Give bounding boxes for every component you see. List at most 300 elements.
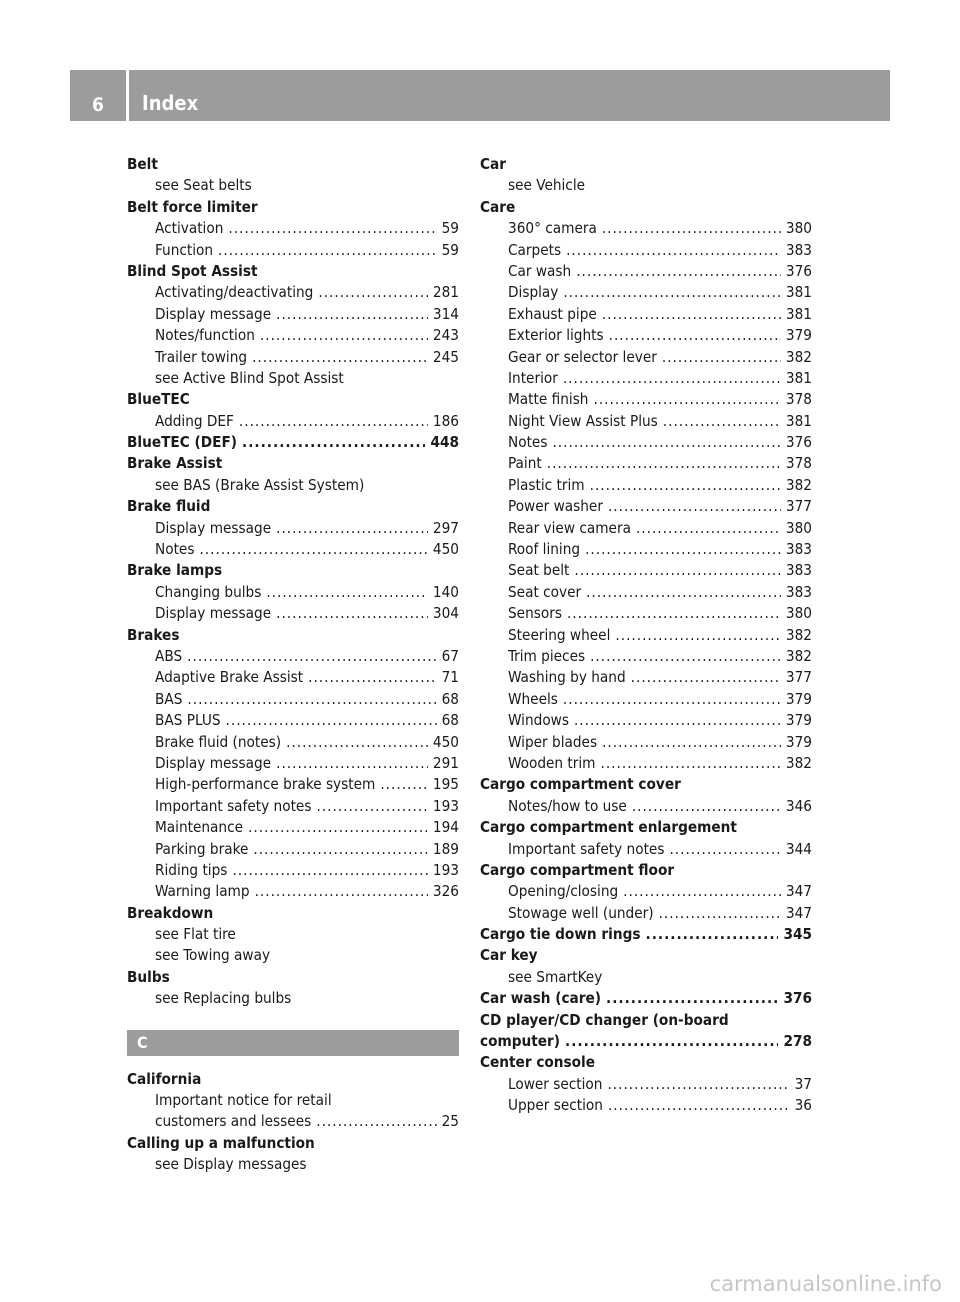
- index-subentry: [480, 667, 812, 688]
- entry-label: Brake fluid (notes): [155, 732, 282, 751]
- entry-label: Display message: [155, 604, 272, 623]
- page-reference: 194: [432, 818, 459, 837]
- entry-label: Brake lamps: [127, 561, 223, 580]
- dot-leader: [567, 603, 781, 624]
- entry-label: CD player/CD changer (on-board: [480, 1010, 729, 1029]
- entry-label: Car wash (care): [480, 989, 602, 1008]
- page-reference: 450: [432, 732, 459, 751]
- dot-leader: [565, 1031, 778, 1052]
- dot-leader: [585, 539, 781, 560]
- page-reference: 59: [441, 219, 459, 238]
- page-reference: 346: [785, 796, 812, 815]
- index-subentry: [127, 924, 459, 945]
- entry-label: Belt force limiter: [127, 197, 258, 216]
- index-heading: [127, 432, 459, 453]
- entry-label: Cargo compartment enlargement: [480, 818, 737, 837]
- index-subentry: [127, 539, 459, 560]
- dot-leader: [576, 261, 781, 282]
- dot-leader: [187, 646, 436, 667]
- index-subentry: [127, 347, 459, 368]
- page-reference: 281: [432, 283, 459, 302]
- index-subentry: [127, 325, 459, 346]
- dot-leader: [574, 710, 781, 731]
- entry-label: see Display messages: [155, 1155, 307, 1174]
- dot-leader: [252, 347, 428, 368]
- page-reference: 380: [785, 518, 812, 537]
- index-heading: [127, 1069, 459, 1090]
- index-heading: [480, 197, 812, 218]
- page-reference: 380: [785, 219, 812, 238]
- entry-label: Cargo compartment floor: [480, 860, 675, 879]
- entry-label: Notes: [155, 540, 195, 559]
- page-reference: 186: [432, 411, 459, 430]
- entry-label: Wheels: [508, 689, 558, 708]
- page-reference: 304: [432, 604, 459, 623]
- index-subentry: [127, 796, 459, 817]
- entry-label: Calling up a malfunction: [127, 1133, 315, 1152]
- index-heading: [127, 1133, 459, 1154]
- index-heading: [127, 496, 459, 517]
- page-reference: 347: [785, 903, 812, 922]
- dot-leader: [631, 667, 781, 688]
- dot-leader: [623, 881, 781, 902]
- page-reference: 378: [785, 454, 812, 473]
- index-subentry: [480, 218, 812, 239]
- page-reference: 193: [432, 860, 459, 879]
- entry-label: Notes/function: [155, 326, 255, 345]
- entry-label: Sensors: [508, 604, 562, 623]
- dot-leader: [601, 753, 781, 774]
- entry-label: Notes: [508, 433, 548, 452]
- page-reference: 381: [785, 368, 812, 387]
- dot-leader: [226, 710, 437, 731]
- index-heading: [480, 154, 812, 175]
- page-reference: 189: [432, 839, 459, 858]
- dot-leader: [602, 732, 781, 753]
- index-subentry: [127, 518, 459, 539]
- index-subentry: [127, 667, 459, 688]
- page-reference: 383: [785, 582, 812, 601]
- entry-label: Steering wheel: [508, 625, 611, 644]
- page-reference: 36: [794, 1096, 812, 1115]
- entry-label: Activating/deactivating: [155, 283, 314, 302]
- index-subentry: [127, 753, 459, 774]
- entry-label: Wooden trim: [508, 753, 596, 772]
- index-heading: [127, 625, 459, 646]
- dot-leader: [232, 860, 428, 881]
- entry-label: Rear view camera: [508, 518, 631, 537]
- page-reference: 195: [432, 775, 459, 794]
- entry-label: Parking brake: [155, 839, 249, 858]
- index-subentry: [480, 603, 812, 624]
- page-reference: 140: [432, 582, 459, 601]
- dot-leader: [636, 518, 781, 539]
- entry-label: see Towing away: [155, 946, 271, 965]
- page-header: [70, 70, 890, 121]
- page-reference: 25: [441, 1112, 459, 1131]
- entry-label: Important safety notes: [155, 796, 312, 815]
- dot-leader: [646, 924, 779, 945]
- page-reference: 383: [785, 561, 812, 580]
- index-heading: [480, 988, 812, 1009]
- dot-leader: [253, 839, 428, 860]
- entry-label: see Vehicle: [508, 176, 586, 195]
- entry-label: Cargo tie down rings: [480, 925, 641, 944]
- page-reference: 68: [441, 689, 459, 708]
- entry-label: Opening/closing: [508, 882, 619, 901]
- index-subentry: [127, 817, 459, 838]
- index-subentry: [480, 796, 812, 817]
- dot-leader: [276, 518, 428, 539]
- index-subentry: [127, 1154, 459, 1175]
- entry-label: Night View Assist Plus: [508, 411, 658, 430]
- page-reference: 37: [794, 1074, 812, 1093]
- entry-label: BlueTEC: [127, 390, 190, 409]
- dot-leader: [380, 774, 428, 795]
- page-reference: 377: [785, 668, 812, 687]
- index-column-right: [480, 154, 812, 1117]
- page-number: 6: [92, 94, 104, 116]
- index-heading: [127, 197, 459, 218]
- index-subentry: [480, 453, 812, 474]
- entry-label: Riding tips: [155, 860, 228, 879]
- index-subentry: [127, 411, 459, 432]
- entry-label: Adding DEF: [155, 411, 234, 430]
- index-subentry: [480, 475, 812, 496]
- dot-leader: [547, 453, 781, 474]
- index-heading: [127, 967, 459, 988]
- dot-leader: [316, 796, 427, 817]
- page-reference: 297: [432, 518, 459, 537]
- index-subentry: [127, 175, 459, 196]
- entry-label: Stowage well (under): [508, 903, 654, 922]
- header-divider: [126, 70, 129, 121]
- dot-leader: [187, 689, 436, 710]
- entry-label: Maintenance: [155, 818, 244, 837]
- entry-label: Seat cover: [508, 582, 582, 601]
- entry-label: Exhaust pipe: [508, 304, 597, 323]
- page-reference: 345: [783, 925, 812, 944]
- index-subentry: [127, 582, 459, 603]
- entry-label: Brake Assist: [127, 454, 223, 473]
- index-subentry: [480, 325, 812, 346]
- dot-leader: [563, 282, 781, 303]
- dot-leader: [669, 839, 780, 860]
- entry-label: Upper section: [508, 1096, 603, 1115]
- index-subentry: [127, 240, 459, 261]
- index-heading: [480, 1010, 812, 1031]
- index-subentry: [480, 1095, 812, 1116]
- entry-label: Changing bulbs: [155, 582, 262, 601]
- index-subentry: [480, 518, 812, 539]
- index-subentry: [480, 411, 812, 432]
- index-heading: [127, 560, 459, 581]
- entry-label: Important safety notes: [508, 839, 665, 858]
- entry-label: Wiper blades: [508, 732, 598, 751]
- page-reference: 382: [785, 646, 812, 665]
- dot-leader: [608, 496, 781, 517]
- page-reference: 376: [785, 433, 812, 452]
- page-reference: 378: [785, 390, 812, 409]
- entry-label: Roof lining: [508, 540, 581, 559]
- entry-label: Notes/how to use: [508, 796, 627, 815]
- index-subentry: [127, 710, 459, 731]
- index-subentry: [127, 475, 459, 496]
- dot-leader: [563, 689, 781, 710]
- index-subentry: [127, 689, 459, 710]
- index-heading: [480, 860, 812, 881]
- entry-label: Power washer: [508, 497, 603, 516]
- entry-label: Care: [480, 197, 516, 216]
- index-subentry: [480, 389, 812, 410]
- page-reference: 383: [785, 240, 812, 259]
- entry-label: Display: [508, 283, 559, 302]
- index-subentry: [127, 603, 459, 624]
- dot-leader: [242, 432, 425, 453]
- page-reference: 379: [785, 732, 812, 751]
- index-heading: [127, 261, 459, 282]
- page-reference: 278: [783, 1032, 812, 1051]
- index-subentry: [127, 774, 459, 795]
- index-subentry: [480, 689, 812, 710]
- dot-leader: [606, 988, 778, 1009]
- index-heading: [127, 389, 459, 410]
- index-subentry: [480, 903, 812, 924]
- index-subentry: [480, 368, 812, 389]
- entry-label: Exterior lights: [508, 326, 604, 345]
- index-subentry: [127, 646, 459, 667]
- entry-label: Breakdown: [127, 903, 214, 922]
- index-subentry: [127, 1111, 459, 1132]
- index-subentry: [127, 304, 459, 325]
- entry-label: Car: [480, 155, 506, 173]
- dot-leader: [590, 646, 781, 667]
- index-subentry: [480, 240, 812, 261]
- dot-leader: [276, 603, 428, 624]
- dot-leader: [239, 411, 428, 432]
- entry-label: see BAS (Brake Assist System): [155, 475, 365, 494]
- entry-label: Windows: [508, 711, 569, 730]
- index-subentry: [127, 988, 459, 1009]
- entry-label: Display message: [155, 753, 272, 772]
- page-reference: 382: [785, 625, 812, 644]
- index-subentry: [480, 304, 812, 325]
- index-subentry: [480, 539, 812, 560]
- dot-leader: [276, 753, 428, 774]
- page-reference: 381: [785, 304, 812, 323]
- page-reference: 347: [785, 882, 812, 901]
- index-subentry: [127, 368, 459, 389]
- entry-label: Cargo compartment cover: [480, 775, 681, 794]
- page-reference: 71: [441, 668, 459, 687]
- dot-leader: [199, 539, 427, 560]
- entry-label: Matte finish: [508, 390, 589, 409]
- entry-label: Belt: [127, 155, 158, 173]
- entry-label: BAS PLUS: [155, 711, 221, 730]
- dot-leader: [255, 881, 428, 902]
- entry-label: Trim pieces: [508, 646, 586, 665]
- index-subentry: [127, 1090, 459, 1111]
- dot-leader: [602, 304, 781, 325]
- entry-label: Carpets: [508, 240, 562, 259]
- page-title: Index: [142, 91, 199, 115]
- entry-label: ABS: [155, 646, 183, 665]
- dot-leader: [632, 796, 781, 817]
- page-reference: 382: [785, 753, 812, 772]
- page-reference: 382: [785, 475, 812, 494]
- entry-label: Blind Spot Assist: [127, 261, 258, 280]
- page-reference: 68: [441, 711, 459, 730]
- entry-label: Lower section: [508, 1074, 603, 1093]
- dot-leader: [586, 582, 781, 603]
- page-reference: 376: [785, 261, 812, 280]
- entry-label: Display message: [155, 518, 272, 537]
- dot-leader: [593, 389, 780, 410]
- dot-leader: [590, 475, 781, 496]
- page-reference: 381: [785, 283, 812, 302]
- index-subentry: [480, 753, 812, 774]
- page-reference: 193: [432, 796, 459, 815]
- entry-label: Bulbs: [127, 967, 170, 986]
- page-reference: 344: [785, 839, 812, 858]
- entry-label: Car wash: [508, 261, 572, 280]
- page-reference: 314: [432, 304, 459, 323]
- entry-label: BAS: [155, 689, 183, 708]
- dot-leader: [266, 582, 428, 603]
- page-reference: 381: [785, 411, 812, 430]
- index-heading: [127, 154, 459, 175]
- index-subentry: [480, 496, 812, 517]
- index-heading: [127, 453, 459, 474]
- dot-leader: [662, 347, 781, 368]
- index-subentry: [127, 881, 459, 902]
- index-heading: [480, 1031, 812, 1052]
- entry-label: Activation: [155, 219, 224, 238]
- dot-leader: [566, 240, 781, 261]
- dot-leader: [276, 304, 428, 325]
- dot-leader: [608, 1095, 790, 1116]
- index-subentry: [127, 282, 459, 303]
- index-heading: [480, 774, 812, 795]
- page-reference: 383: [785, 540, 812, 559]
- dot-leader: [663, 411, 781, 432]
- index-subentry: [480, 625, 812, 646]
- entry-label: Interior: [508, 368, 558, 387]
- entry-label: see Active Blind Spot Assist: [155, 368, 344, 387]
- dot-leader: [318, 282, 428, 303]
- index-subentry: [480, 881, 812, 902]
- dot-leader: [602, 218, 781, 239]
- dot-leader: [615, 625, 781, 646]
- entry-label: Brakes: [127, 625, 180, 644]
- index-subentry: [127, 732, 459, 753]
- index-heading: [480, 924, 812, 945]
- entry-label: Adaptive Brake Assist: [155, 668, 304, 687]
- index-heading: [480, 817, 812, 838]
- entry-label: High-performance brake system: [155, 775, 376, 794]
- page-reference: 450: [432, 540, 459, 559]
- page-reference: 379: [785, 326, 812, 345]
- dot-leader: [609, 325, 781, 346]
- dot-leader: [218, 240, 437, 261]
- page-reference: 243: [432, 326, 459, 345]
- index-subentry: [480, 732, 812, 753]
- entry-label: Trailer towing: [155, 347, 248, 366]
- page-reference: 379: [785, 689, 812, 708]
- dot-leader: [607, 1074, 789, 1095]
- dot-leader: [260, 325, 428, 346]
- index-subentry: [480, 175, 812, 196]
- page-reference: 377: [785, 497, 812, 516]
- entry-label: Seat belt: [508, 561, 570, 580]
- entry-label: customers and lessees: [155, 1112, 312, 1131]
- dot-leader: [659, 903, 781, 924]
- page-reference: 380: [785, 604, 812, 623]
- entry-label: Plastic trim: [508, 475, 585, 494]
- entry-label: Gear or selector lever: [508, 347, 657, 366]
- index-subentry: [127, 218, 459, 239]
- entry-label: Display message: [155, 304, 272, 323]
- page-reference: 379: [785, 711, 812, 730]
- entry-label: 360° camera: [508, 219, 597, 238]
- index-subentry: [480, 1074, 812, 1095]
- page-reference: 67: [441, 646, 459, 665]
- index-subentry: [480, 967, 812, 988]
- dot-leader: [228, 218, 436, 239]
- page-reference: 376: [783, 989, 812, 1008]
- index-subentry: [127, 945, 459, 966]
- entry-label: Important notice for retail: [155, 1091, 332, 1110]
- dot-leader: [308, 667, 436, 688]
- entry-label: Brake fluid: [127, 497, 211, 516]
- index-subentry: [480, 582, 812, 603]
- index-heading: [480, 1052, 812, 1073]
- index-subentry: [480, 560, 812, 581]
- dot-leader: [574, 560, 781, 581]
- entry-label: California: [127, 1069, 202, 1088]
- entry-label: see Flat tire: [155, 925, 236, 944]
- index-heading: [480, 945, 812, 966]
- dot-leader: [248, 817, 428, 838]
- entry-label: computer): [480, 1032, 561, 1051]
- page-reference: 245: [432, 347, 459, 366]
- dot-leader: [316, 1111, 436, 1132]
- watermark: carmanualsonline.info: [709, 1272, 942, 1296]
- entry-label: see Replacing bulbs: [155, 989, 292, 1008]
- index-subentry: [480, 261, 812, 282]
- page-reference: 59: [441, 240, 459, 259]
- entry-label: see Seat belts: [155, 176, 252, 195]
- entry-label: see SmartKey: [508, 967, 603, 986]
- index-subentry: [127, 839, 459, 860]
- dot-leader: [563, 368, 781, 389]
- entry-label: Center console: [480, 1053, 596, 1072]
- page-reference: 326: [432, 882, 459, 901]
- dot-leader: [286, 732, 428, 753]
- entry-label: Car key: [480, 946, 538, 965]
- entry-label: Washing by hand: [508, 668, 626, 687]
- section-letter-bar: C: [127, 1030, 459, 1056]
- index-subentry: [480, 432, 812, 453]
- entry-label: Function: [155, 240, 214, 259]
- index-subentry: [480, 347, 812, 368]
- entry-label: Paint: [508, 454, 542, 473]
- index-subentry: [480, 282, 812, 303]
- page-reference: 291: [432, 753, 459, 772]
- entry-label: Warning lamp: [155, 882, 250, 901]
- index-heading: [127, 903, 459, 924]
- index-subentry: [127, 860, 459, 881]
